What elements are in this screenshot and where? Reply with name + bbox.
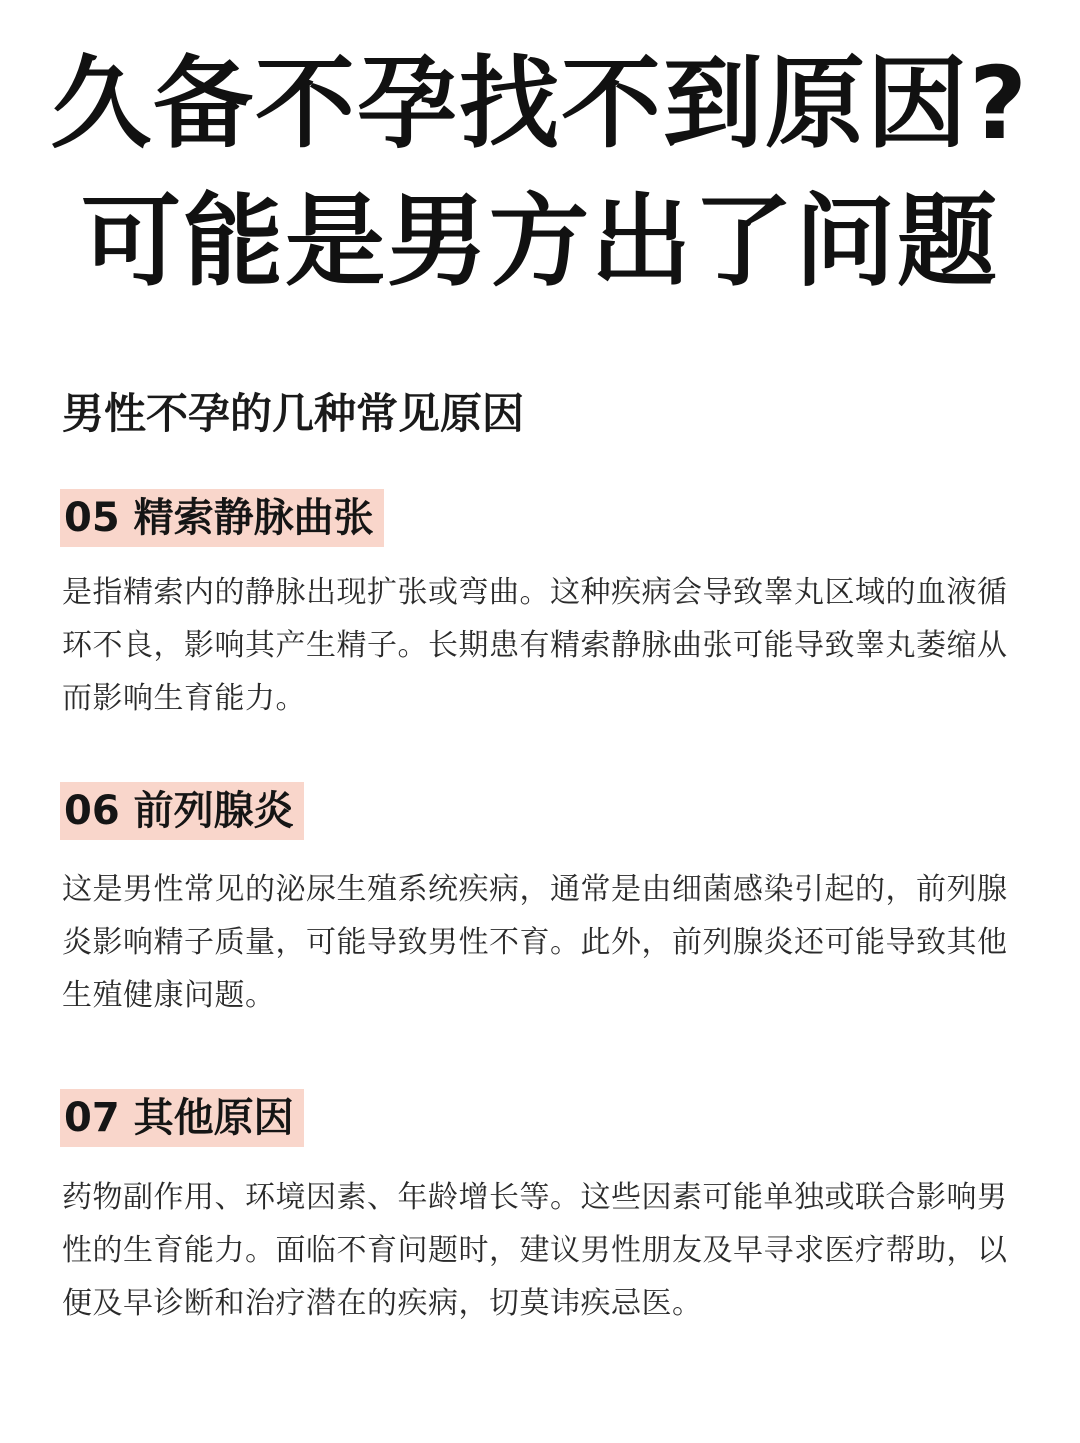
page-title-line-1: 久备不孕找不到原因? bbox=[50, 45, 1029, 162]
section-body-05: 是指精索内的静脉出现扩张或弯曲。这种疾病会导致睾丸区域的血液循环不良，影响其产生精子。长期患有精索静脉曲张可能导致睾丸萎缩从而影响生育能力。 bbox=[62, 575, 1008, 716]
section-body-06: 这是男性常见的泌尿生殖系统疾病，通常是由细菌感染引起的，前列腺炎影响精子质量，可能导致男性不育。此外，前列腺炎还可能导致其他生殖健康问题。 bbox=[62, 872, 1008, 1013]
section-body-07: 药物副作用、环境因素、年龄增长等。这些因素可能单独或联合影响男性的生育能力。面临不育问题时，建议男性朋友及早寻求医疗帮助，以便及早诊断和治疗潜在的疾病，切莫讳疾忌医。 bbox=[62, 1180, 1008, 1321]
section-heading-05: 05 精索静脉曲张 bbox=[60, 489, 384, 547]
section-subtitle: 男性不孕的几种常见原因 bbox=[62, 389, 525, 438]
page-title-line-2: 可能是男方出了问题 bbox=[81, 183, 999, 300]
section-heading-06: 06 前列腺炎 bbox=[60, 782, 304, 840]
section-heading-07: 07 其他原因 bbox=[60, 1089, 304, 1147]
